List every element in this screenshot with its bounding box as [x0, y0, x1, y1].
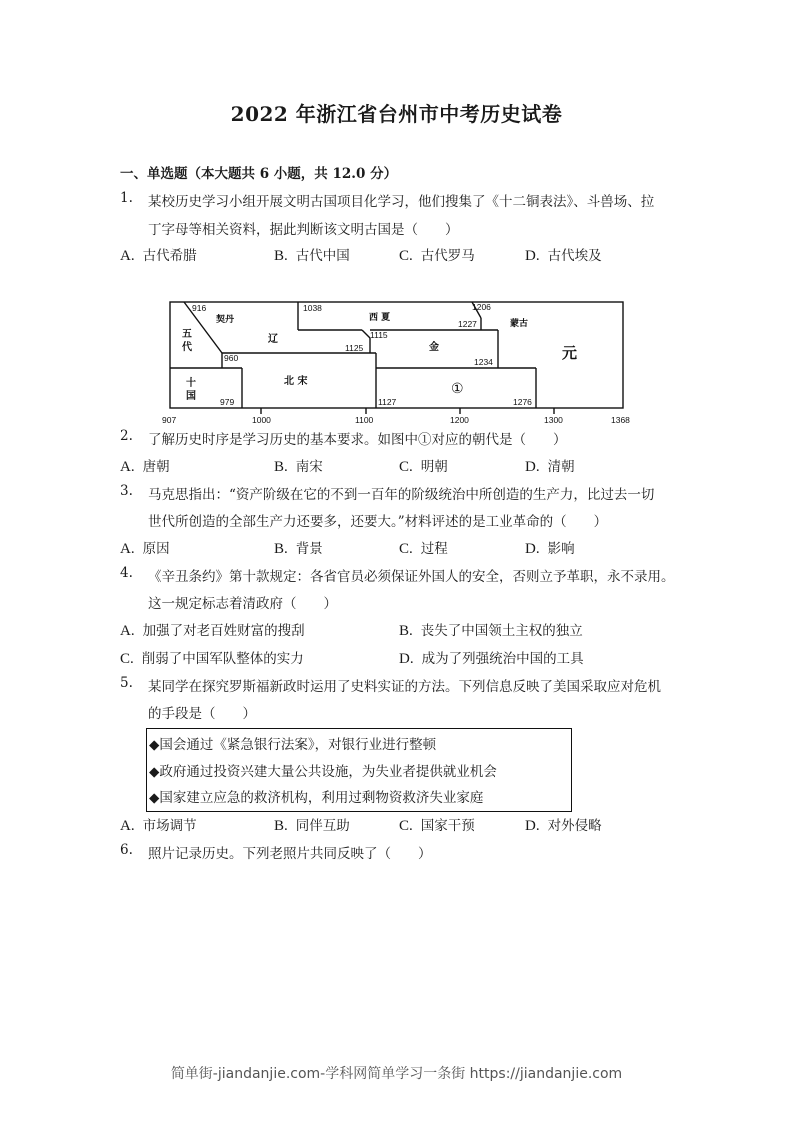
option-d[interactable] [525, 455, 575, 476]
option-b[interactable] [274, 244, 350, 265]
option-letter: B. [274, 459, 288, 475]
option-c[interactable] [399, 244, 475, 265]
evidence-item: ◆国会通过《紧急银行法案》，对银行业进行整顿 [149, 737, 437, 753]
option-text: 古代埃及 [547, 248, 602, 264]
option-d[interactable] [525, 244, 602, 265]
question-number: 2. [120, 428, 133, 444]
option-letter: C. [399, 541, 413, 557]
option-b[interactable] [274, 455, 323, 476]
option-d[interactable] [525, 814, 602, 835]
option-text: 唐朝 [142, 459, 170, 475]
option-a[interactable] [120, 814, 197, 835]
axis-tick: 1100 [355, 415, 374, 425]
question-number: 3. [120, 483, 133, 499]
option-letter: B. [274, 818, 288, 834]
question-text-line: 某同学在探究罗斯福新政时运用了史料实证的方法。下列信息反映了美国采取应对危机 [148, 679, 661, 695]
label-wudai: 代 [182, 342, 192, 353]
option-a[interactable] [120, 244, 197, 265]
option-text: 古代希腊 [142, 248, 197, 264]
option-c[interactable] [120, 647, 304, 668]
option-text: 市场调节 [142, 818, 197, 834]
label-shiguo: 十 [186, 378, 196, 389]
label-jin: 金 [429, 342, 439, 353]
option-c[interactable] [399, 455, 448, 476]
label-shiguo: 国 [186, 391, 196, 402]
footer-watermark: 简单街-jiandanjie.com-学科网简单学习一条街 https://jiandanjie.com [170, 1066, 623, 1082]
option-letter: A. [120, 541, 135, 557]
label-wudai: 五 [182, 329, 192, 340]
year-1227: 1227 [458, 319, 477, 329]
section-header: 一、单选题（本大题共 6 小题，共 12.0 分） [120, 166, 398, 182]
question-text-line: 丁字母等相关资料，据此判断该文明古国是（ ） [148, 222, 459, 238]
option-text: 南宋 [295, 459, 323, 475]
option-text: 成为了列强统治中国的工具 [421, 651, 584, 667]
option-d[interactable] [399, 647, 584, 668]
question-text-line: 《辛丑条约》第十款规定：各省官员必须保证外国人的安全，否则立予革职，永不录用。 [148, 569, 675, 585]
evidence-box [146, 728, 572, 812]
option-letter: A. [120, 623, 135, 639]
option-text: 过程 [420, 541, 448, 557]
question-text-line: 这一规定标志着清政府（ ） [148, 596, 337, 612]
option-text: 背景 [295, 541, 323, 557]
year-979: 979 [220, 397, 235, 407]
option-a[interactable] [120, 537, 170, 558]
option-text: 原因 [142, 541, 170, 557]
option-text: 清朝 [547, 459, 575, 475]
option-letter: C. [399, 818, 413, 834]
year-1276: 1276 [513, 397, 532, 407]
option-letter: D. [525, 248, 540, 264]
option-text: 影响 [547, 541, 575, 557]
label-qidan: 契丹 [216, 315, 235, 325]
label-menggu: 蒙古 [510, 319, 529, 329]
option-letter: D. [525, 459, 540, 475]
evidence-item: ◆政府通过投资兴建大量公共设施，为失业者提供就业机会 [149, 764, 497, 780]
question-text-line: 照片记录历史。下列老照片共同反映了（ ） [148, 846, 432, 862]
option-letter: D. [399, 651, 414, 667]
page-title: 2022 年浙江省台州市中考历史试卷 [230, 102, 563, 126]
axis-tick: 1200 [450, 415, 469, 425]
option-b[interactable] [274, 814, 350, 835]
option-c[interactable] [399, 814, 475, 835]
option-letter: C. [120, 651, 134, 667]
option-a[interactable] [120, 455, 170, 476]
option-c[interactable] [399, 537, 448, 558]
year-916: 916 [192, 303, 207, 313]
axis-tick: 1300 [544, 415, 563, 425]
evidence-item: ◆国家建立应急的救济机构，利用过剩物资救济失业家庭 [149, 790, 484, 806]
option-letter: A. [120, 248, 135, 264]
option-text: 古代罗马 [420, 248, 475, 264]
label-yuan: 元 [562, 344, 578, 362]
year-960: 960 [224, 353, 239, 363]
option-text: 同伴互助 [295, 818, 350, 834]
label-beisong: 北 宋 [284, 376, 308, 387]
question-number: 6. [120, 842, 133, 858]
question-number: 4. [120, 565, 133, 581]
axis-tick: 1368 [611, 415, 630, 425]
year-1038: 1038 [303, 303, 322, 313]
year-1206: 1206 [472, 302, 491, 312]
label-circle-one: ① [451, 381, 464, 397]
option-text: 对外侵略 [547, 818, 602, 834]
question-text-line: 了解历史时序是学习历史的基本要求。如图中①对应的朝代是（ ） [148, 432, 567, 448]
year-1127: 1127 [378, 397, 397, 407]
dynasty-timeline-diagram [160, 296, 640, 426]
option-text: 古代中国 [295, 248, 350, 264]
option-letter: C. [399, 248, 413, 264]
option-letter: D. [525, 818, 540, 834]
option-text: 国家干预 [420, 818, 475, 834]
option-text: 加强了对老百姓财富的搜刮 [142, 623, 305, 639]
year-1115: 1115 [370, 330, 388, 340]
option-text: 丧失了中国领土主权的独立 [420, 623, 583, 639]
year-1125: 1125 [345, 343, 364, 353]
option-text: 明朝 [420, 459, 448, 475]
year-1234: 1234 [474, 357, 493, 367]
option-text: 削弱了中国军队整体的实力 [141, 651, 304, 667]
option-letter: A. [120, 818, 135, 834]
question-text-line: 的手段是（ ） [148, 706, 256, 722]
option-b[interactable] [274, 537, 323, 558]
question-text-line: 马克思指出：“资产阶级在它的不到一百年的阶级统治中所创造的生产力，比过去一切 [148, 487, 655, 503]
option-a[interactable] [120, 619, 305, 640]
option-letter: A. [120, 459, 135, 475]
axis-tick: 907 [162, 415, 177, 425]
option-letter: B. [274, 541, 288, 557]
option-letter: B. [399, 623, 413, 639]
option-letter: B. [274, 248, 288, 264]
question-number: 5. [120, 675, 133, 691]
option-b[interactable] [399, 619, 583, 640]
option-d[interactable] [525, 537, 575, 558]
question-text-line: 某校历史学习小组开展文明古国项目化学习，他们搜集了《十二铜表法》、斗兽场、拉 [148, 194, 655, 210]
option-letter: C. [399, 459, 413, 475]
axis-tick: 1000 [252, 415, 271, 425]
label-liao: 辽 [268, 334, 278, 345]
label-xixia: 西 夏 [369, 313, 391, 323]
question-number: 1. [120, 190, 133, 206]
question-text-line: 世代所创造的全部生产力还要多，还要大。”材料评述的是工业革命的（ ） [148, 514, 608, 530]
option-letter: D. [525, 541, 540, 557]
